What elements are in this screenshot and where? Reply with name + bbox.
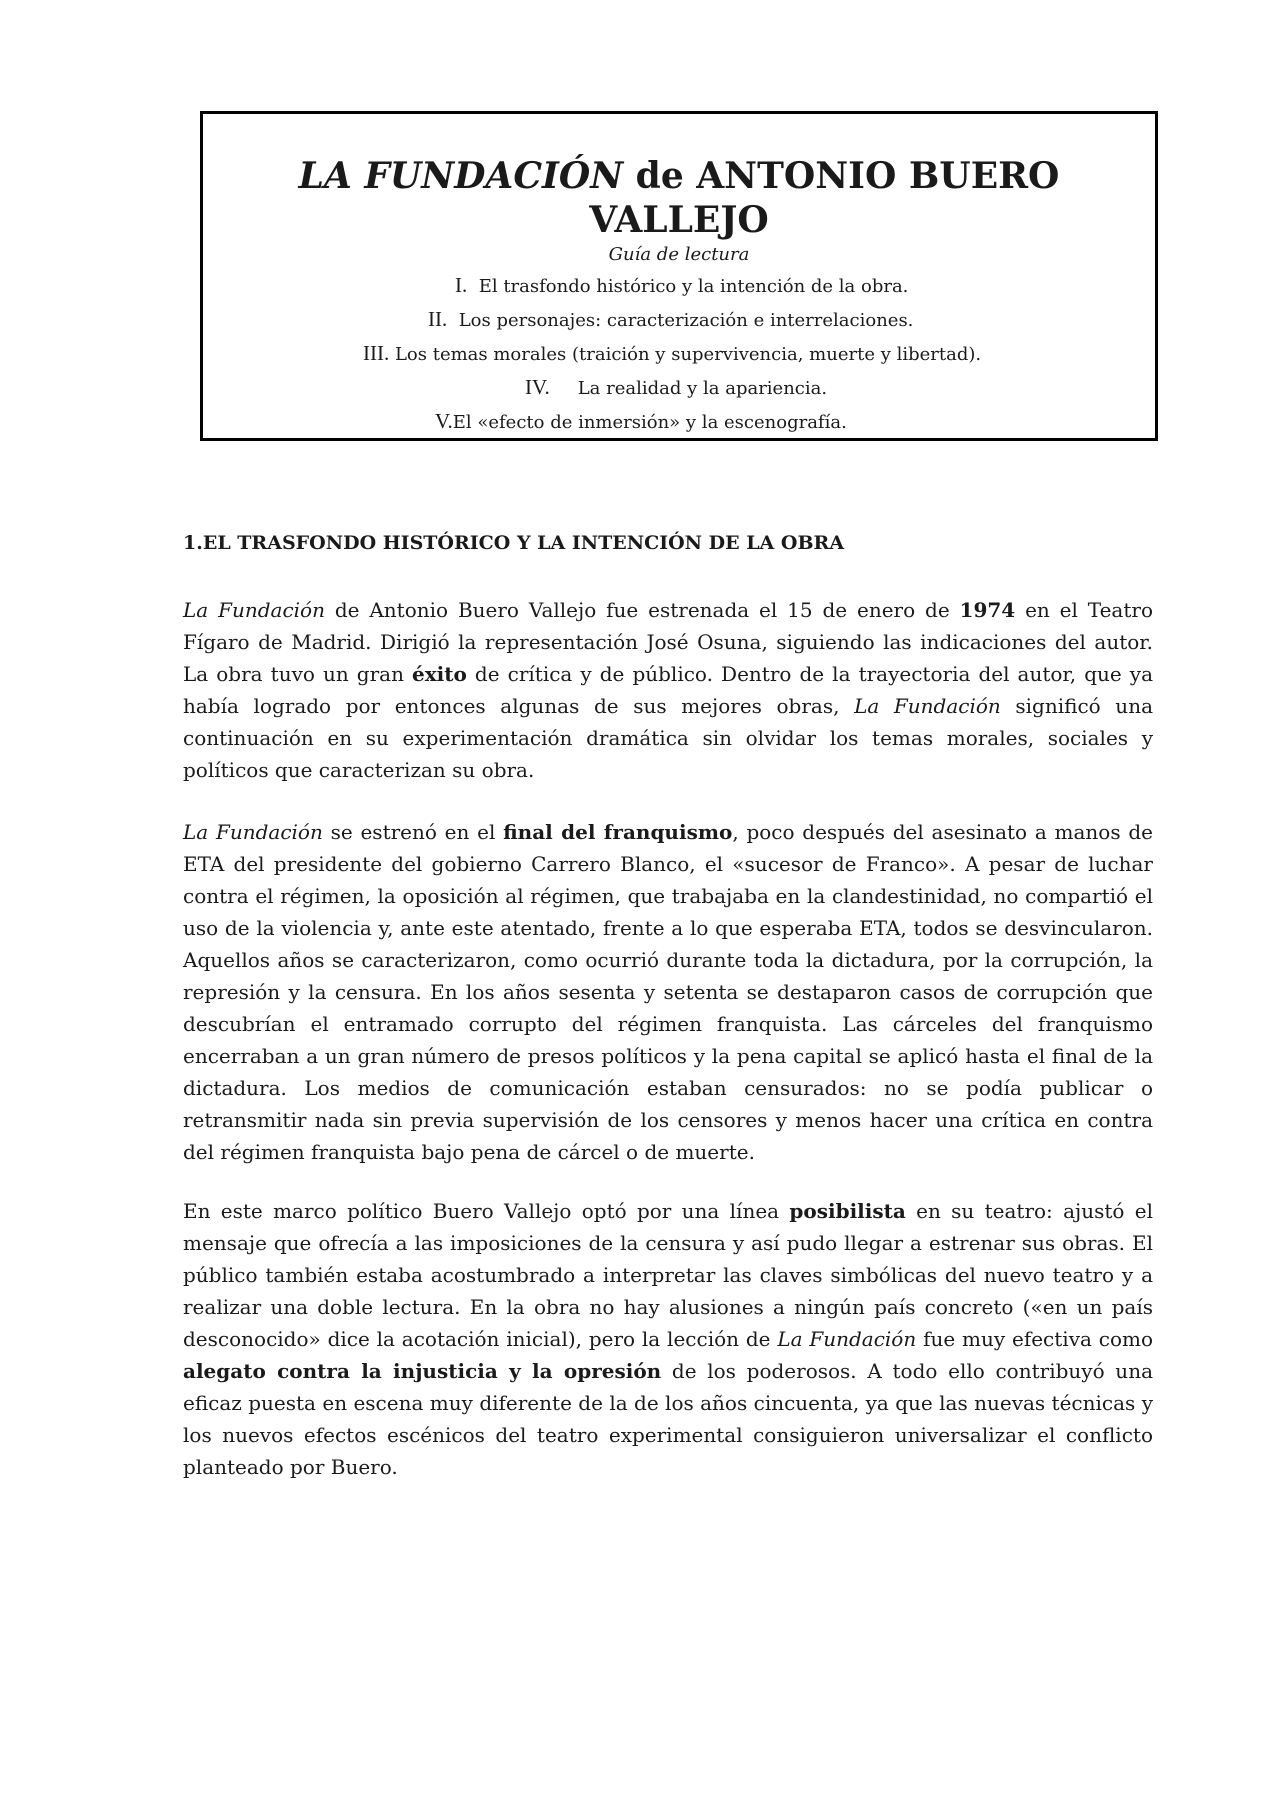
section-heading: 1.EL TRASFONDO HISTÓRICO Y LA INTENCIÓN DE LA OBRA (183, 532, 845, 554)
toc-item (435, 408, 847, 436)
italic-text: La Fundación (854, 694, 1001, 718)
bold-text: posibilista (789, 1199, 906, 1223)
text-run: fue muy efectiva como (916, 1327, 1153, 1351)
toc-number: V. (435, 409, 453, 433)
text-run: en su teatro: ajustó el mensaje que ofrecía a las imposiciones de la censura y así pudo llegar a estrenar sus obras. El público también estaba acostumbrado a interpretar las claves simbólicas del nuevo teatro y a realizar una doble lectura. En la obra no hay alusiones a ningún país concreto («en un país desconocido» dice la acotación inicial), pero la lección de (183, 1199, 1153, 1351)
toc-number: IV. (525, 375, 550, 399)
text-run: de Antonio Buero Vallejo fue estrenada el 15 de enero de (324, 598, 960, 622)
italic-text: La Fundación (183, 598, 325, 622)
bold-text: 1974 (959, 598, 1016, 622)
document-title-line2: VALLEJO (589, 199, 769, 241)
bold-text: final del franquismo (503, 820, 733, 844)
toc-text: El «efecto de inmersión» y la escenografía. (452, 412, 847, 433)
toc-number: I. (455, 273, 468, 297)
toc-item (525, 374, 827, 402)
toc-number: II. (428, 307, 448, 331)
toc-item (428, 306, 913, 334)
title-italic: LA FUNDACIÓN (298, 155, 624, 197)
toc-item (455, 272, 908, 300)
toc-item (363, 340, 981, 368)
text-run: de los poderosos. A todo ello contribuyó una eficaz puesta en escena muy diferente de la de los años cincuenta, ya que las nuevas técnicas y los nuevos efectos escénicos del teatro experimental consiguieron universalizar el conflicto planteado por Buero. (183, 1359, 1153, 1479)
text-run: se estrenó en el (322, 820, 504, 844)
toc-text: Los personajes: caracterización e interrelaciones. (458, 310, 914, 331)
bold-text: alegato contra la injusticia y la opresión (183, 1359, 662, 1383)
text-run: en el Teatro Fígaro de Madrid. Dirigió la representación José Osuna, siguiendo las indicaciones del autor. La obra tuvo un gran (183, 598, 1153, 686)
toc-text: La realidad y la apariencia. (577, 378, 828, 399)
text-run: significó una continuación en su experimentación dramática sin olvidar los temas morales, sociales y políticos que caracterizan su obra. (183, 694, 1153, 782)
subtitle: Guía de lectura (608, 244, 750, 265)
italic-text: La Fundación (183, 820, 323, 844)
paragraph (183, 594, 1153, 786)
paragraph (183, 816, 1153, 1168)
toc-number: III. (363, 341, 390, 365)
title-box (200, 111, 1158, 441)
toc-text: Los temas morales (traición y supervivencia, muerte y libertad). (394, 344, 982, 365)
title-rest: de ANTONIO BUERO (623, 155, 1060, 197)
italic-text: La Fundación (777, 1327, 917, 1351)
text-run: En este marco político Buero Vallejo optó por una línea (183, 1199, 790, 1223)
document-title (203, 156, 1155, 196)
toc-text: El trasfondo histórico y la intención de la obra. (478, 276, 909, 297)
text-run: de crítica y de público. Dentro de la trayectoria del autor, que ya había logrado por entonces algunas de sus mejores obras, (183, 662, 1154, 718)
bold-text: éxito (412, 662, 467, 686)
paragraph (183, 1195, 1153, 1483)
text-run: , poco después del asesinato a manos de ETA del presidente del gobierno Carrero Blanco, el «sucesor de Franco». A pesar de luchar contra el régimen, la oposición al régimen, que trabajaba en la clandestinidad, no compartió el uso de la violencia y, ante este atentado, frente a lo que esperaba ETA, todos se desvincularon. Aquellos años se caracterizaron, como ocurrió durante toda la dictadura, por la corrupción, la represión y la censura. En los años sesenta y setenta se destaparon casos de corrupción que descubrían el entramado corrupto del régimen franquista. Las cárceles del franquismo encerraban a un gran número de presos políticos y la pena capital se aplicó hasta el final de la dictadura. Los medios de comunicación estaban censurados: no se podía publicar o retransmitir nada sin previa supervisión de los censores y menos hacer una crítica en contra del régimen franquista bajo pena de cárcel o de muerte. (183, 820, 1153, 1164)
